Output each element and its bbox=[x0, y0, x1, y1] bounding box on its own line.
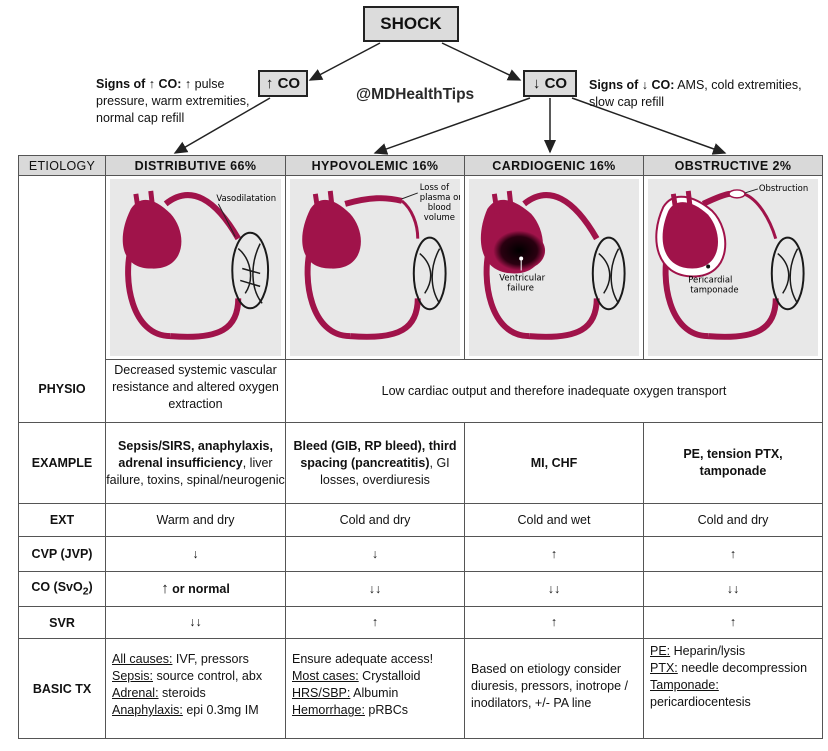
svr-row bbox=[19, 607, 823, 639]
co-distributive-arrow: ↑ bbox=[161, 580, 169, 597]
tx-val: epi 0.3mg IM bbox=[182, 703, 259, 717]
svr-obstructive: ↑ bbox=[644, 607, 823, 639]
signs-decreased-co bbox=[589, 77, 821, 111]
tx-val: source control, abx bbox=[153, 669, 263, 683]
example-obstructive: PE, tension PTX, tamponade bbox=[644, 423, 823, 504]
example-distributive-rest: , liver failure, toxins, spinal/neurogenic bbox=[106, 455, 285, 487]
tx-val: Heparin/lysis bbox=[670, 644, 746, 658]
co-row bbox=[19, 572, 823, 607]
tx-key: Tamponade: bbox=[650, 678, 719, 692]
tx-obstructive bbox=[644, 639, 823, 739]
tx-hypovolemic bbox=[286, 639, 465, 739]
co-hypovolemic: ↓↓ bbox=[286, 572, 465, 607]
tx-val: pRBCs bbox=[364, 703, 409, 717]
ext-cardiogenic: Cold and wet bbox=[465, 504, 644, 537]
tx-line bbox=[112, 685, 285, 702]
co-distributive bbox=[106, 572, 286, 607]
ventricular-failure-label-2: failure bbox=[507, 282, 534, 293]
tx-line bbox=[292, 668, 464, 685]
ext-hypovolemic: Cold and dry bbox=[286, 504, 465, 537]
tx-val: needle decompression bbox=[677, 661, 808, 675]
example-hypovolemic bbox=[286, 423, 465, 504]
distributive-image-cell bbox=[106, 176, 286, 360]
tx-key: All causes: bbox=[112, 652, 173, 666]
physio-distributive: Decreased systemic vascular resistance and altered oxygen extraction bbox=[106, 360, 286, 423]
tx-cardiogenic: Based on etiology consider diuresis, pressors, inotrope / inodilators, +/- PA line bbox=[465, 639, 644, 739]
tx-line bbox=[292, 685, 464, 702]
tx-val: Crystalloid bbox=[358, 669, 421, 683]
loss-volume-label-1: Loss of bbox=[419, 181, 450, 192]
etiology-header: ETIOLOGY bbox=[19, 156, 106, 176]
tamponade-label-2: tamponade bbox=[690, 284, 739, 295]
ext-obstructive: Cold and dry bbox=[644, 504, 823, 537]
tamponade-label-1: Pericardial bbox=[688, 274, 733, 285]
heart-icon bbox=[123, 200, 182, 269]
example-label: EXAMPLE bbox=[19, 423, 106, 504]
ext-label: EXT bbox=[19, 504, 106, 537]
co-cardiogenic: ↓↓ bbox=[465, 572, 644, 607]
tx-line bbox=[112, 668, 285, 685]
co-label bbox=[19, 572, 106, 607]
arrow-co-down-to-hypovolemic bbox=[375, 98, 530, 153]
cvp-cardiogenic: ↑ bbox=[465, 537, 644, 572]
svr-hypovolemic: ↑ bbox=[286, 607, 465, 639]
svr-cardiogenic: ↑ bbox=[465, 607, 644, 639]
tx-val: pericardiocentesis bbox=[650, 695, 751, 709]
increased-co-box: ↑ CO bbox=[258, 70, 308, 97]
tx-key: Most cases: bbox=[292, 669, 359, 683]
cardiogenic-heart-diagram bbox=[469, 179, 639, 356]
obstructive-heart-diagram bbox=[648, 179, 818, 356]
basic-tx-label: BASIC TX bbox=[19, 639, 106, 739]
arrow-shock-to-co-up bbox=[310, 43, 380, 80]
tx-line bbox=[650, 677, 822, 711]
cvp-hypovolemic: ↓ bbox=[286, 537, 465, 572]
co-obstructive: ↓↓ bbox=[644, 572, 823, 607]
obstructive-image-cell bbox=[644, 176, 823, 360]
vasodilatation-label: Vasodilatation bbox=[216, 192, 277, 203]
cvp-distributive: ↓ bbox=[106, 537, 286, 572]
cardiogenic-header: CARDIOGENIC 16% bbox=[465, 156, 644, 176]
cardiogenic-image-cell bbox=[465, 176, 644, 360]
example-row bbox=[19, 423, 823, 504]
tx-key: Hemorrhage: bbox=[292, 703, 365, 717]
signs-up-lead: Signs of ↑ CO: bbox=[96, 77, 182, 91]
hypovolemic-header: HYPOVOLEMIC 16% bbox=[286, 156, 465, 176]
example-hypovolemic-bold: Bleed (GIB, RP bleed), third spacing (pancreatitis) bbox=[293, 438, 457, 470]
cvp-label: CVP (JVP) bbox=[19, 537, 106, 572]
obstruction-label: Obstruction bbox=[758, 182, 809, 193]
co-label-end: ) bbox=[88, 580, 93, 595]
tx-line bbox=[112, 702, 285, 719]
physio-row bbox=[19, 360, 823, 423]
signs-increased-co bbox=[96, 76, 268, 127]
heart-icon bbox=[302, 200, 361, 269]
co-label-main: CO (SvO bbox=[31, 580, 83, 595]
tx-key: Sepsis: bbox=[112, 669, 153, 683]
tx-val: IVF, pressors bbox=[172, 652, 249, 666]
loss-volume-label-2: plasma or bbox=[419, 191, 460, 202]
ext-distributive: Warm and dry bbox=[106, 504, 286, 537]
signs-down-lead: Signs of ↓ CO: bbox=[589, 78, 675, 92]
hypovolemic-heart-diagram bbox=[290, 179, 460, 356]
tx-key: Adrenal: bbox=[112, 686, 159, 700]
signs-down-text: AMS, cold extremities, slow cap refill bbox=[589, 78, 802, 109]
svr-label: SVR bbox=[19, 607, 106, 639]
tx-key: HRS/SBP: bbox=[292, 686, 351, 700]
tx-line bbox=[650, 660, 822, 677]
distributive-header: DISTRIBUTIVE 66% bbox=[106, 156, 286, 176]
example-cardiogenic: MI, CHF bbox=[465, 423, 644, 504]
tx-distributive bbox=[106, 639, 286, 739]
svr-distributive: ↓↓ bbox=[106, 607, 286, 639]
basic-tx-row bbox=[19, 639, 823, 739]
example-hypovolemic-rest: , GI losses, overdiuresis bbox=[320, 455, 450, 487]
header-row bbox=[19, 156, 823, 176]
tx-key: Anaphylaxis: bbox=[112, 703, 183, 717]
shock-table bbox=[18, 155, 823, 739]
cvp-obstructive: ↑ bbox=[644, 537, 823, 572]
tx-val: Albumin bbox=[350, 686, 399, 700]
distributive-heart-diagram bbox=[110, 179, 281, 356]
tx-key: PTX: bbox=[650, 661, 678, 675]
obstructive-header: OBSTRUCTIVE 2% bbox=[644, 156, 823, 176]
ext-row bbox=[19, 504, 823, 537]
tx-line bbox=[650, 643, 822, 660]
watermark-handle: @MDHealthTips bbox=[356, 86, 475, 103]
tx-val: steroids bbox=[158, 686, 206, 700]
physio-low-output: Low cardiac output and therefore inadequate oxygen transport bbox=[286, 360, 823, 423]
tx-line bbox=[112, 651, 285, 668]
decreased-co-box: ↓ CO bbox=[523, 70, 577, 97]
example-distributive bbox=[106, 423, 286, 504]
loss-volume-label-4: volume bbox=[423, 211, 455, 222]
tx-key: PE: bbox=[650, 644, 671, 658]
signs-up-text: ↑ pulse pressure, warm extremities, normal cap refill bbox=[96, 77, 250, 125]
co-distributive-text: or normal bbox=[168, 582, 230, 596]
cvp-row bbox=[19, 537, 823, 572]
example-distributive-bold: Sepsis/SIRS, anaphylaxis, adrenal insufficiency bbox=[118, 438, 273, 470]
ventricular-failure-label-1: Ventricular bbox=[499, 272, 546, 283]
co-label-sub: 2 bbox=[82, 586, 89, 598]
image-row bbox=[19, 176, 823, 360]
hypovolemic-image-cell bbox=[286, 176, 465, 360]
shock-title-box: SHOCK bbox=[363, 6, 459, 42]
physio-label: PHYSIO bbox=[19, 176, 106, 423]
loss-volume-label-3: blood bbox=[427, 201, 452, 212]
arrow-shock-to-co-down bbox=[442, 43, 520, 80]
tx-line bbox=[292, 702, 464, 719]
tx-intro: Ensure adequate access! bbox=[292, 652, 434, 666]
